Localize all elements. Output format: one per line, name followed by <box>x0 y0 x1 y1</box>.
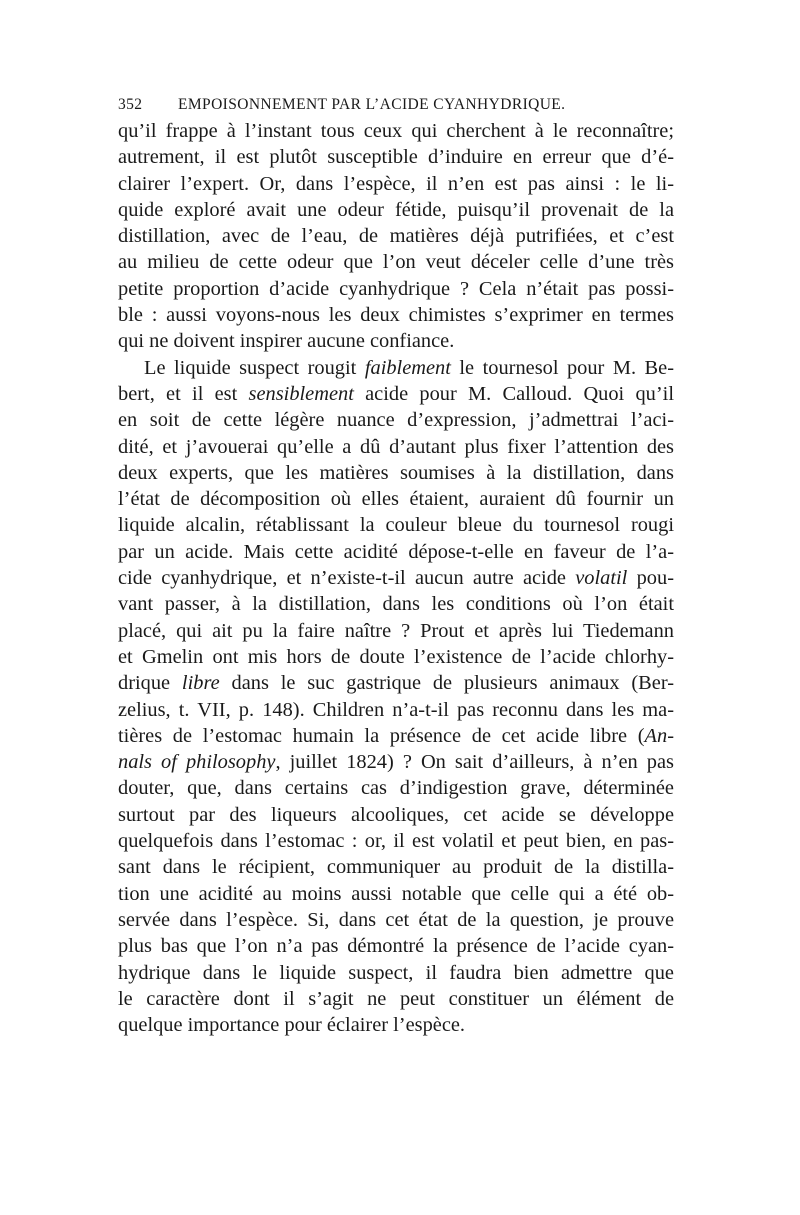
text-run: drique <box>118 672 182 695</box>
italic-text: An- <box>644 724 674 747</box>
text-run: , juillet 1824) ? On sait d’ailleurs, à n’en pas <box>275 751 674 774</box>
text-line <box>118 618 674 644</box>
text-line <box>118 355 674 381</box>
text-run: surtout par des liqueurs alcooliques, cet acide se développe <box>118 803 674 826</box>
text-line <box>118 960 674 986</box>
text-line <box>118 171 674 197</box>
running-header <box>118 96 678 114</box>
text-run: liquide alcalin, rétablissant la couleur bleue du tournesol rougi <box>118 514 674 537</box>
text-line <box>118 276 674 302</box>
text-line <box>118 434 674 460</box>
text-line <box>118 802 674 828</box>
text-line <box>118 828 674 854</box>
text-run: cide cyanhydrique, et n’existe-t-il aucun autre acide <box>118 567 576 590</box>
text-line <box>118 986 674 1012</box>
text-line <box>118 591 674 617</box>
text-line <box>118 933 674 959</box>
text-run: douter, que, dans certains cas d’indigestion grave, déterminée <box>118 777 674 800</box>
text-run: distillation, avec de l’eau, de matières déjà putrifiées, et c’est <box>118 225 674 248</box>
italic-text: nals of philosophy <box>118 751 276 774</box>
text-line <box>118 539 674 565</box>
text-run: placé, qui ait pu la faire naître ? Prout et après lui Tiedemann <box>118 619 674 642</box>
text-run: qui ne doivent inspirer aucune confiance. <box>118 330 455 353</box>
text-run: quelquefois dans l’estomac : or, il est volatil et peut bien, en pas- <box>118 830 674 853</box>
italic-text: volatil <box>575 567 628 590</box>
text-run: plus bas que l’on n’a pas démontré la présence de l’acide cyan- <box>118 935 674 958</box>
text-line <box>118 881 674 907</box>
text-run: autrement, il est plutôt susceptible d’induire en erreur que d’é- <box>118 146 674 169</box>
text-line <box>118 749 674 775</box>
text-run: par un acide. Mais cette acidité dépose-t-elle en faveur de l’a- <box>118 540 674 563</box>
text-line <box>118 1012 674 1038</box>
text-run: deux experts, que les matières soumises à la distillation, dans <box>118 461 674 484</box>
page-number: 352 <box>118 96 143 113</box>
text-line <box>118 460 674 486</box>
text-run: bert, et il est <box>118 382 249 405</box>
text-line <box>118 512 674 538</box>
text-run: au milieu de cette odeur que l’on veut déceler celle d’une très <box>118 251 674 274</box>
text-line <box>118 249 674 275</box>
text-run: le caractère dont il s’agit ne peut constituer un élément de <box>118 987 674 1010</box>
paragraph <box>118 355 674 1039</box>
italic-text: faiblement <box>364 356 451 379</box>
text-line <box>118 302 674 328</box>
text-line <box>118 907 674 933</box>
text-line <box>118 144 674 170</box>
text-run: tion une acidité au moins aussi notable que celle qui a été ob- <box>118 882 674 905</box>
text-line <box>118 407 674 433</box>
text-run: clairer l’expert. Or, dans l’espèce, il n’en est pas ainsi : le li- <box>118 172 674 195</box>
text-line <box>118 644 674 670</box>
text-run: tières de l’estomac humain la présence de cet acide libre ( <box>118 724 645 747</box>
text-run: quelque importance pour éclairer l’espèce. <box>118 1014 466 1037</box>
text-run: et Gmelin ont mis hors de doute l’existence de l’acide chlorhy- <box>118 645 674 668</box>
paragraph <box>118 118 674 355</box>
text-run: pou- <box>627 567 674 590</box>
text-run: dans le suc gastrique de plusieurs animaux (Ber- <box>219 672 674 695</box>
text-line <box>118 775 674 801</box>
text-run: petite proportion d’acide cyanhydrique ? Cela n’était pas possi- <box>118 277 674 300</box>
text-run: ble : aussi voyons-nous les deux chimistes s’exprimer en termes <box>118 304 674 327</box>
text-run: sant dans le récipient, communiquer au produit de la distilla- <box>118 856 674 879</box>
text-run: dité, et j’avouerai qu’elle a dû d’autant plus fixer l’attention des <box>118 435 674 458</box>
body-text <box>118 118 674 1038</box>
text-line <box>118 697 674 723</box>
text-line <box>118 486 674 512</box>
text-line <box>118 381 674 407</box>
text-line <box>118 328 674 354</box>
text-run: hydrique dans le liquide suspect, il faudra bien admettre que <box>118 961 674 984</box>
text-run: l’état de décomposition où elles étaient, auraient dû fournir un <box>118 488 674 511</box>
running-title: EMPOISONNEMENT PAR L’ACIDE CYANHYDRIQUE. <box>178 96 566 113</box>
text-run: servée dans l’espèce. Si, dans cet état de la question, je prouve <box>118 908 674 931</box>
italic-text: sensiblement <box>248 382 354 405</box>
text-run: Le liquide suspect rougit <box>144 356 365 379</box>
text-line <box>118 197 674 223</box>
text-run: quide exploré avait une odeur fétide, puisqu’il provenait de la <box>118 198 674 221</box>
text-run: acide pour M. Calloud. Quoi qu’il <box>353 382 674 405</box>
text-run: vant passer, à la distillation, dans les conditions où l’on était <box>118 593 674 616</box>
text-run: zelius, t. VII, p. 148). Children n’a-t-il pas reconnu dans les ma- <box>118 698 674 721</box>
text-line <box>118 723 674 749</box>
text-line <box>118 670 674 696</box>
text-run: en soit de cette légère nuance d’expression, j’admettrai l’aci- <box>118 409 674 432</box>
italic-text: libre <box>181 672 220 695</box>
text-line <box>118 223 674 249</box>
text-run: le tournesol pour M. Be- <box>450 356 674 379</box>
text-line <box>118 854 674 880</box>
text-line <box>118 118 674 144</box>
text-line <box>118 565 674 591</box>
text-run: qu’il frappe à l’instant tous ceux qui cherchent à le reconnaître; <box>118 120 674 142</box>
